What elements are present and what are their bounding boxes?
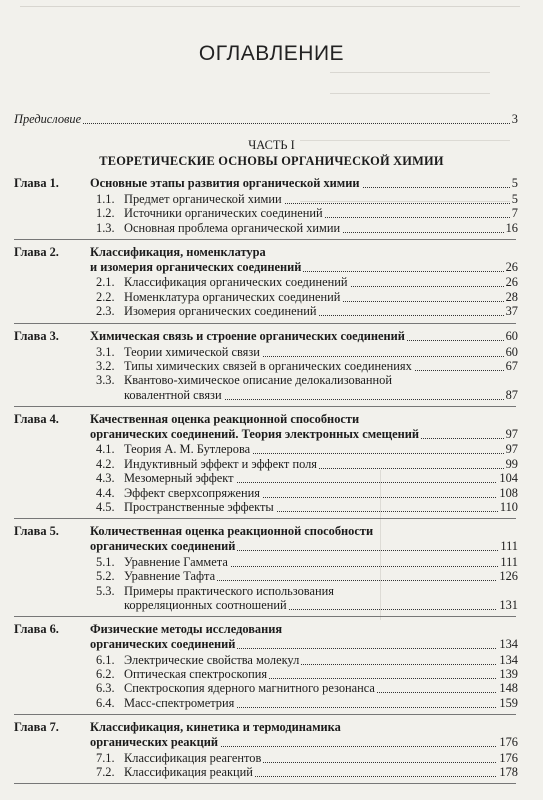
page-number: 111 <box>500 554 518 569</box>
page-number: 99 <box>505 456 518 471</box>
chapter-divider <box>14 406 516 407</box>
section-title: Спектроскопия ядерного магнитного резонанса <box>124 681 375 696</box>
chapter-heading <box>14 427 518 442</box>
section-row <box>14 373 518 388</box>
page-number: 5 <box>511 191 518 206</box>
chapter-heading <box>14 412 518 427</box>
section-number: 3.2. <box>96 358 115 373</box>
chapter-title: Классификация, кинетика и термодинамика <box>90 720 341 735</box>
section-row <box>14 667 518 682</box>
section-number: 1.3. <box>96 220 115 235</box>
chapter-title: органических реакций <box>90 734 219 749</box>
page-number: 26 <box>505 259 518 274</box>
chapter-divider <box>14 714 516 715</box>
section-title: корреляционных соотношений <box>124 597 287 612</box>
section-title: Основная проблема органической химии <box>124 220 341 235</box>
section-title: Уравнение Гаммета <box>124 554 228 569</box>
page-number: 178 <box>499 764 518 779</box>
chapter-title: Количественная оценка реакционной способности <box>90 524 374 539</box>
section-row <box>14 345 518 360</box>
section-title: Уравнение Тафта <box>124 569 216 584</box>
chapter-heading <box>14 176 518 191</box>
section-row <box>14 486 518 501</box>
section-row <box>14 569 518 584</box>
section-title: Электрические свойства молекул <box>124 652 300 667</box>
section-number: 6.2. <box>96 667 115 681</box>
chapter-heading <box>14 524 518 539</box>
page-number: 97 <box>505 442 518 457</box>
section-row <box>14 681 518 696</box>
section-row <box>14 457 518 472</box>
chapter-title: и изомерия органических соединений <box>90 259 302 274</box>
section-number: 5.3. <box>96 583 115 598</box>
page-number: 134 <box>499 636 518 651</box>
section-title: Примеры практического использования <box>124 583 334 598</box>
section-title: Мезомерный эффект <box>124 471 234 486</box>
page-number: 16 <box>505 220 518 235</box>
section-title: Классификация органических соединений <box>124 275 348 290</box>
section-number: 4.1. <box>96 442 115 457</box>
page-number: 87 <box>505 387 518 402</box>
page-number: 111 <box>500 538 518 553</box>
chapter-number: Глава 4. <box>14 412 59 427</box>
chapter-heading <box>14 735 518 750</box>
page-number: 108 <box>499 485 518 500</box>
chapter-heading <box>14 720 518 735</box>
chapter-title: органических соединений <box>90 538 236 553</box>
section-title: Предмет органической химии <box>124 191 282 206</box>
chapter-number: Глава 7. <box>14 720 59 735</box>
section-number: 2.3. <box>96 304 115 319</box>
section-row <box>14 359 518 374</box>
preface-row <box>14 112 518 127</box>
page-number: 159 <box>499 695 518 710</box>
section-number: 6.4. <box>96 695 115 710</box>
chapter-number: Глава 6. <box>14 622 59 637</box>
chapter-divider <box>14 518 516 519</box>
part-title: ТЕОРЕТИЧЕСКИЕ ОСНОВЫ ОРГАНИЧЕСКОЙ ХИМИИ <box>99 154 444 168</box>
section-title: Теории химической связи <box>124 344 260 359</box>
page-number: 26 <box>505 275 518 290</box>
page-number: 139 <box>499 667 518 681</box>
section-row <box>14 304 518 319</box>
chapter-divider <box>14 616 516 617</box>
leader-dots <box>14 123 518 124</box>
chapter-number: Глава 2. <box>14 245 59 260</box>
section-number: 4.3. <box>96 471 115 486</box>
section-title: Классификация реакций <box>124 764 253 779</box>
chapter-heading <box>14 260 518 275</box>
chapter-divider <box>14 783 516 784</box>
page-number: 67 <box>505 358 518 373</box>
section-title: Классификация реагентов <box>124 750 262 765</box>
section-title: Пространственные эффекты <box>124 500 274 514</box>
chapter-title: Химическая связь и строение органических соединений <box>90 328 405 343</box>
chapter-title: Классификация, номенклатура <box>90 245 266 260</box>
section-title: Типы химических связей в органических соединениях <box>124 358 412 373</box>
section-title: Изомерия органических соединений <box>124 304 317 319</box>
chapter-divider <box>14 239 516 240</box>
chapter-title: органических соединений. Теория электронных смещений <box>90 426 420 441</box>
section-number: 1.2. <box>96 206 115 221</box>
chapter-heading <box>14 329 518 344</box>
section-number: 3.1. <box>96 344 115 359</box>
section-number: 5.2. <box>96 569 115 584</box>
section-title: ковалентной связи <box>124 387 222 402</box>
page-number: 134 <box>499 652 518 667</box>
section-title: Источники органических соединений <box>124 206 323 221</box>
chapter-number: Глава 3. <box>14 328 59 343</box>
page-title: ОГЛАВЛЕНИЕ <box>198 42 345 65</box>
section-number: 4.4. <box>96 485 115 500</box>
section-number: 3.3. <box>96 373 115 388</box>
page-number: 3 <box>511 112 518 126</box>
page-number: 104 <box>499 471 518 486</box>
page-number: 126 <box>499 569 518 584</box>
chapter-number: Глава 5. <box>14 524 59 539</box>
page-number: 5 <box>511 176 518 190</box>
chapter-divider <box>14 323 516 324</box>
section-row <box>14 555 518 570</box>
section-title: Индуктивный эффект и эффект поля <box>124 456 317 471</box>
section-row <box>14 442 518 457</box>
part-label: ЧАСТЬ I <box>248 138 295 152</box>
page-number: 131 <box>499 597 518 612</box>
section-row <box>14 290 518 305</box>
chapter-title: Качественная оценка реакционной способности <box>90 412 360 427</box>
section-row <box>14 696 518 711</box>
section-title: Теория А. М. Бутлерова <box>124 442 251 457</box>
chapter-title: органических соединений <box>90 636 236 651</box>
section-row <box>14 598 518 613</box>
section-row <box>14 471 518 486</box>
chapter-heading <box>14 622 518 637</box>
page-number: 7 <box>511 206 518 221</box>
page-number: 176 <box>499 750 518 765</box>
page-number: 60 <box>505 344 518 359</box>
section-title: Квантово-химическое описание делокализованной <box>124 373 392 388</box>
section-number: 5.1. <box>96 554 115 569</box>
page-number: 37 <box>505 304 518 319</box>
section-row <box>14 751 518 766</box>
page-number: 97 <box>505 426 518 441</box>
section-number: 2.1. <box>96 275 115 290</box>
page-number: 176 <box>499 734 518 749</box>
chapter-title: Основные этапы развития органической химии <box>90 176 360 190</box>
section-number: 2.2. <box>96 289 115 304</box>
section-number: 6.1. <box>96 652 115 667</box>
preface-title: Предисловие <box>14 112 82 126</box>
page-number: 60 <box>505 328 518 343</box>
section-title: Оптическая спектроскопия <box>124 667 268 681</box>
chapter-heading <box>14 245 518 260</box>
section-row <box>14 653 518 668</box>
section-number: 4.2. <box>96 456 115 471</box>
section-row <box>14 500 518 515</box>
section-title: Масс-спектрометрия <box>124 695 235 710</box>
section-row <box>14 765 518 780</box>
section-row <box>14 206 518 221</box>
section-row <box>14 388 518 403</box>
page-number: 110 <box>499 500 518 514</box>
section-row <box>14 584 518 599</box>
page-number: 28 <box>505 289 518 304</box>
section-title: Номенклатура органических соединений <box>124 289 341 304</box>
section-number: 4.5. <box>96 500 115 514</box>
chapter-heading <box>14 637 518 652</box>
page-number: 148 <box>499 681 518 696</box>
section-row <box>14 221 518 236</box>
section-title: Эффект сверхсопряжения <box>124 485 260 500</box>
section-number: 7.2. <box>96 764 115 779</box>
chapter-heading <box>14 539 518 554</box>
chapter-number: Глава 1. <box>14 176 59 190</box>
section-number: 7.1. <box>96 750 115 765</box>
section-row <box>14 275 518 290</box>
section-row <box>14 192 518 207</box>
section-number: 1.1. <box>96 191 115 206</box>
section-number: 6.3. <box>96 681 115 696</box>
chapter-title: Физические методы исследования <box>90 622 283 637</box>
